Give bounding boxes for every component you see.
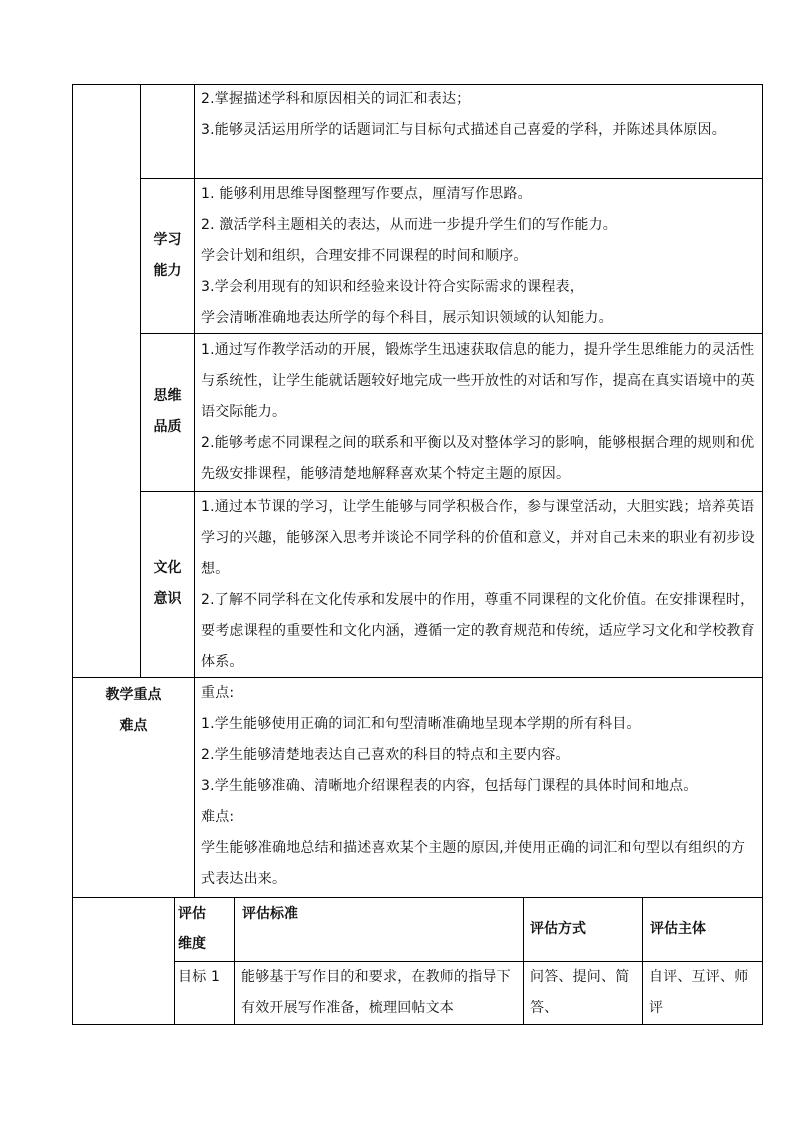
table-border-right: [762, 84, 763, 1025]
header-method: 评估方式: [530, 921, 586, 937]
assessment-method: 问答、提问、简答、: [530, 969, 630, 1016]
assessment-col-1: [174, 897, 175, 1025]
section-2-line-4: 3.学会利用现有的知识和经验来设计符合实际需求的课程表，: [201, 279, 584, 295]
section-5-line-1: 重点:: [201, 685, 235, 701]
assessment-goal: 目标 1: [178, 969, 221, 985]
section-5-content: [201, 678, 757, 897]
section-5-label: 教学重点 难点: [105, 687, 162, 734]
assessment-subject: 自评、互评、师评: [649, 969, 749, 1016]
section-3-label: 思维 品质: [153, 388, 182, 435]
section-4-content: [201, 492, 757, 677]
assessment-col-2: [234, 897, 235, 1025]
section-3-line-1: 1.通过写作教学活动的开展，锻炼学生迅速获取信息的能力，提升学生思维能力的灵活性与系统性，让学生能就话题较好地完成一些开放性的对话和写作，提高在真实语境中的英语交际能力。: [201, 342, 755, 420]
section-5-line-3: 2.学生能够清楚地表达自己喜欢的科目的特点和主要内容。: [201, 747, 570, 763]
section-3-content: [201, 335, 757, 491]
row-divider-5: [72, 897, 763, 898]
section-5-line-2: 1.学生能够使用正确的词汇和句型清晰准确地呈现本学期的所有科目。: [201, 716, 641, 732]
header-dimension: 评估维度: [178, 906, 206, 952]
section-4-line-1: 1.通过本节课的学习，让学生能够与同学积极合作，参与课堂活动，大胆实践；培养英语学习的兴趣，能够深入思考并谈论不同学科的价值和意义，并对自己未来的职业有初步设想。: [201, 499, 755, 577]
assessment-col-4: [642, 897, 643, 1025]
section-2-line-5: 学会清晰准确地表达所学的每个科目，展示知识领域的认知能力。: [201, 310, 613, 326]
section-5-line-4: 3.学生能够准确、清晰地介绍课程表的内容，包括每门课程的具体时间和地点。: [201, 778, 698, 794]
section-3-line-2: 2.能够考虑不同课程之间的联系和平衡以及对整体学习的影响，能够根据合理的规则和优先级安排课程，能够清楚地解释喜欢某个特定主题的原因。: [201, 435, 755, 482]
section-5-line-5: 难点:: [201, 809, 235, 825]
section-2-label: 学习 能力: [153, 232, 182, 279]
section-1-line-2: 3.能够灵活运用所学的话题词汇与目标句式描述自己喜爱的学科，并陈述具体原因。: [201, 122, 726, 138]
assessment-col-3: [523, 897, 524, 1025]
section-4-label: 文化 意识: [153, 560, 182, 607]
section-2-line-1: 1. 能够利用思维导图整理写作要点，厘清写作思路。: [201, 186, 532, 202]
assessment-standard: 能够基于写作目的和要求，在教师的指导下有效开展写作准备，梳理回帖文本: [241, 969, 511, 1016]
header-standard: 评估标准: [242, 906, 298, 922]
section-2-line-2: 2. 激活学科主题相关的表达，从而进一步提升学生们的写作能力。: [201, 217, 618, 233]
section-5-line-6: 学生能够准确地总结和描述喜欢某个主题的原因,并使用正确的词汇和句型以有组织的方式表达出来。: [201, 840, 746, 887]
header-subject: 评估主体: [650, 921, 706, 937]
section-2-content: [201, 179, 757, 333]
section-1-content: [201, 84, 757, 178]
section-2-line-3: 学会计划和组织，合理安排不同课程的时间和顺序。: [201, 248, 528, 264]
section-4-line-2: 2.了解不同学科在文化传承和发展中的作用，尊重不同课程的文化价值。在安排课程时，要考虑课程的重要性和文化内涵，遵循一定的教育规范和传统，适应学习文化和学校教育体系。: [201, 592, 755, 670]
section-1-line-1: 2.掌握描述学科和原因相关的词汇和表达；: [201, 91, 471, 107]
table-border-left: [72, 84, 73, 1025]
table-border-bottom: [72, 1024, 763, 1025]
